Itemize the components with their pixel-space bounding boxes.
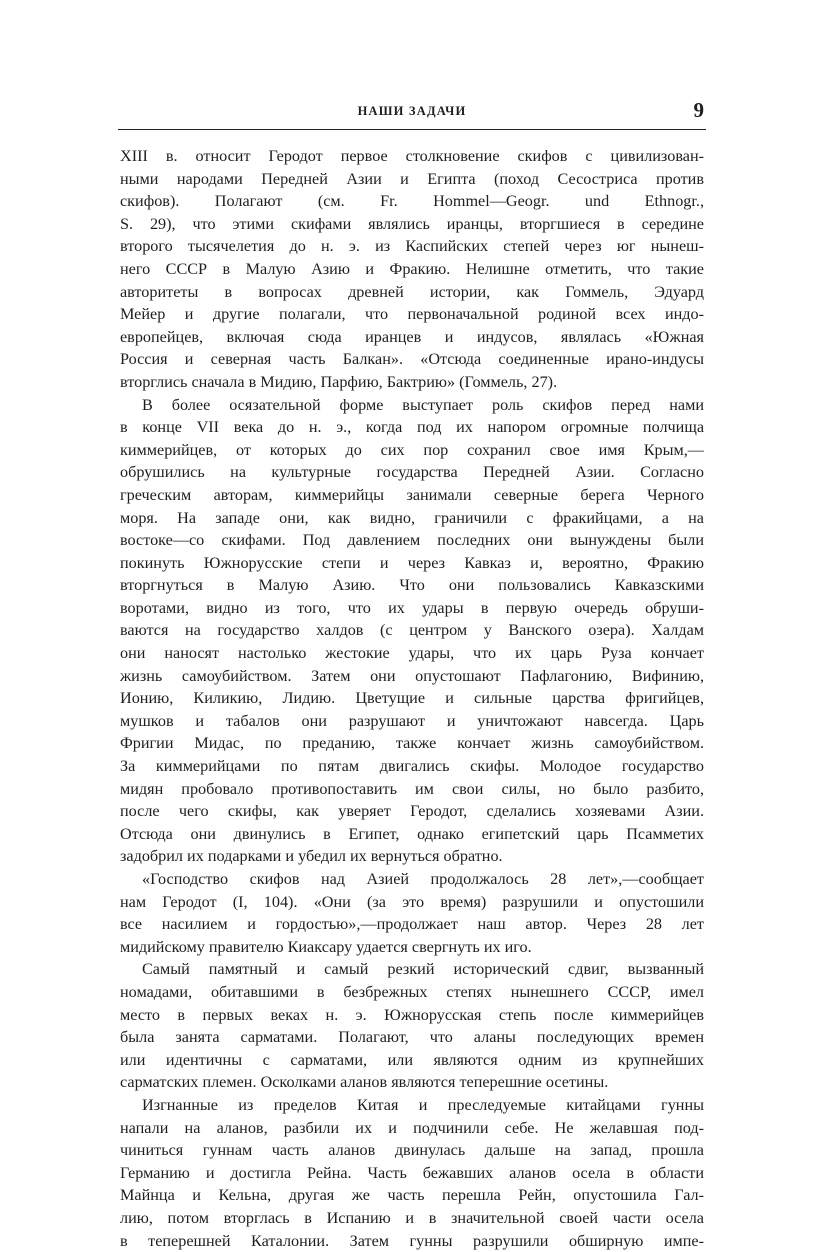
page-number: 9	[694, 98, 705, 123]
text-line: вторгнуться в Малую Азию. Что они пользовались Кавказскими	[120, 574, 704, 597]
text-line: скифов). Полагают (см. Fr. Hommel—Geogr. und Ethnogr.,	[120, 190, 704, 213]
text-line: Фригии Мидас, по преданию, также кончает жизнь самоубийством.	[120, 732, 704, 755]
text-line: мидян пробовало противопоставить им свои силы, но было разбито,	[120, 778, 704, 801]
text-line: Самый памятный и самый резкий исторический сдвиг, вызванный	[120, 958, 704, 981]
text-line: За киммерийцами по пятам двигались скифы. Молодое государство	[120, 755, 704, 778]
text-line: моря. На западе они, как видно, граничили с фракийцами, а на	[120, 507, 704, 530]
text-line: место в первых веках н. э. Южнорусская степь после киммерийцев	[120, 1004, 704, 1027]
text-line: Мейер и другие полагали, что первоначальной родиной всех индо-	[120, 303, 704, 326]
text-line: Германию и достигла Рейна. Часть бежавших аланов осела в области	[120, 1162, 704, 1185]
text-line: мидийскому правителю Киаксару удается свергнуть их иго.	[120, 936, 704, 959]
text-line: жизнь самоубийством. Затем они опустошают Пафлагонию, Вифинию,	[120, 665, 704, 688]
text-line: ваются на государство халдов (с центром у Ванского озера). Халдам	[120, 619, 704, 642]
text-line: вторглись сначала в Мидию, Парфию, Бактрию» (Гоммель, 27).	[120, 371, 704, 394]
text-line: В более осязательной форме выступает роль скифов перед нами	[120, 394, 704, 417]
text-line: Отсюда они двинулись в Египет, однако египетский царь Псамметих	[120, 823, 704, 846]
text-line: XIII в. относит Геродот первое столкновение скифов с цивилизован-	[120, 145, 704, 168]
text-line: Ионию, Киликию, Лидию. Цветущие и сильные царства фригийцев,	[120, 687, 704, 710]
text-line: нам Геродот (I, 104). «Они (за это время) разрушили и опустошили	[120, 891, 704, 914]
text-line: или идентичны с сарматами, или являются одним из крупнейших	[120, 1049, 704, 1072]
text-line: все насилием и гордостью»,—продолжает наш автор. Через 28 лет	[120, 913, 704, 936]
text-line: напали на аланов, разбили их и подчинили себе. Не желавшая под-	[120, 1117, 704, 1140]
text-line: второго тысячелетия до н. э. из Каспийских степей через юг нынеш-	[120, 235, 704, 258]
text-line: востоке—со скифами. Под давлением последних они вынуждены были	[120, 529, 704, 552]
text-line: обрушились на культурные государства Передней Азии. Согласно	[120, 461, 704, 484]
text-line: Изгнанные из пределов Китая и преследуемые китайцами гунны	[120, 1094, 704, 1117]
text-line: мушков и табалов они разрушают и уничтожают навсегда. Царь	[120, 710, 704, 733]
text-line: после чего скифы, как уверяет Геродот, сделались хозяевами Азии.	[120, 800, 704, 823]
text-line: воротами, видно из того, что их удары в первую очередь обруши-	[120, 597, 704, 620]
text-line: «Господство скифов над Азией продолжалось 28 лет»,—сообщает	[120, 868, 704, 891]
text-line: киммерийцев, от которых до сих пор сохранил свое имя Крым,—	[120, 439, 704, 462]
text-line: была занята сарматами. Полагают, что аланы последующих времен	[120, 1026, 704, 1049]
text-line: Россия и северная часть Балкан». «Отсюда соединенные ирано-индусы	[120, 348, 704, 371]
text-line: задобрил их подарками и убедил их вернуться обратно.	[120, 845, 704, 868]
text-line: авторитеты в вопросах древней истории, как Гоммель, Эдуард	[120, 281, 704, 304]
page-header	[120, 98, 704, 128]
text-line: S. 29), что этими скифами являлись иранцы, вторгшиеся в середине	[120, 213, 704, 236]
text-line: европейцев, включая сюда иранцев и индусов, являлась «Южная	[120, 326, 704, 349]
text-line: ными народами Передней Азии и Египта (поход Сесостриса против	[120, 168, 704, 191]
text-line: в теперешней Каталонии. Затем гунны разрушили обширную импе-	[120, 1230, 704, 1252]
text-line: сарматских племен. Осколками аланов являются теперешние осетины.	[120, 1071, 704, 1094]
running-title: НАШИ ЗАДАЧИ	[120, 104, 704, 119]
text-line: Майнца и Кельна, другая же часть перешла Рейн, опустошила Гал-	[120, 1184, 704, 1207]
text-line: номадами, обитавшими в безбрежных степях нынешнего СССР, имел	[120, 981, 704, 1004]
text-line: греческим авторам, киммерийцы занимали северные берега Черного	[120, 484, 704, 507]
header-rule	[118, 129, 706, 130]
text-line: лию, потом вторглась в Испанию и в значительной своей части осела	[120, 1207, 704, 1230]
text-line: чиниться гуннам часть аланов двинулась дальше на запад, прошла	[120, 1139, 704, 1162]
body-text	[120, 145, 704, 1252]
text-line: него СССР в Малую Азию и Фракию. Нелишне отметить, что такие	[120, 258, 704, 281]
text-line: они наносят настолько жестокие удары, что их царь Руза кончает	[120, 642, 704, 665]
text-line: в конце VII века до н. э., когда под их напором огромные полчища	[120, 416, 704, 439]
text-line: покинуть Южнорусские степи и через Кавказ и, вероятно, Фракию	[120, 552, 704, 575]
